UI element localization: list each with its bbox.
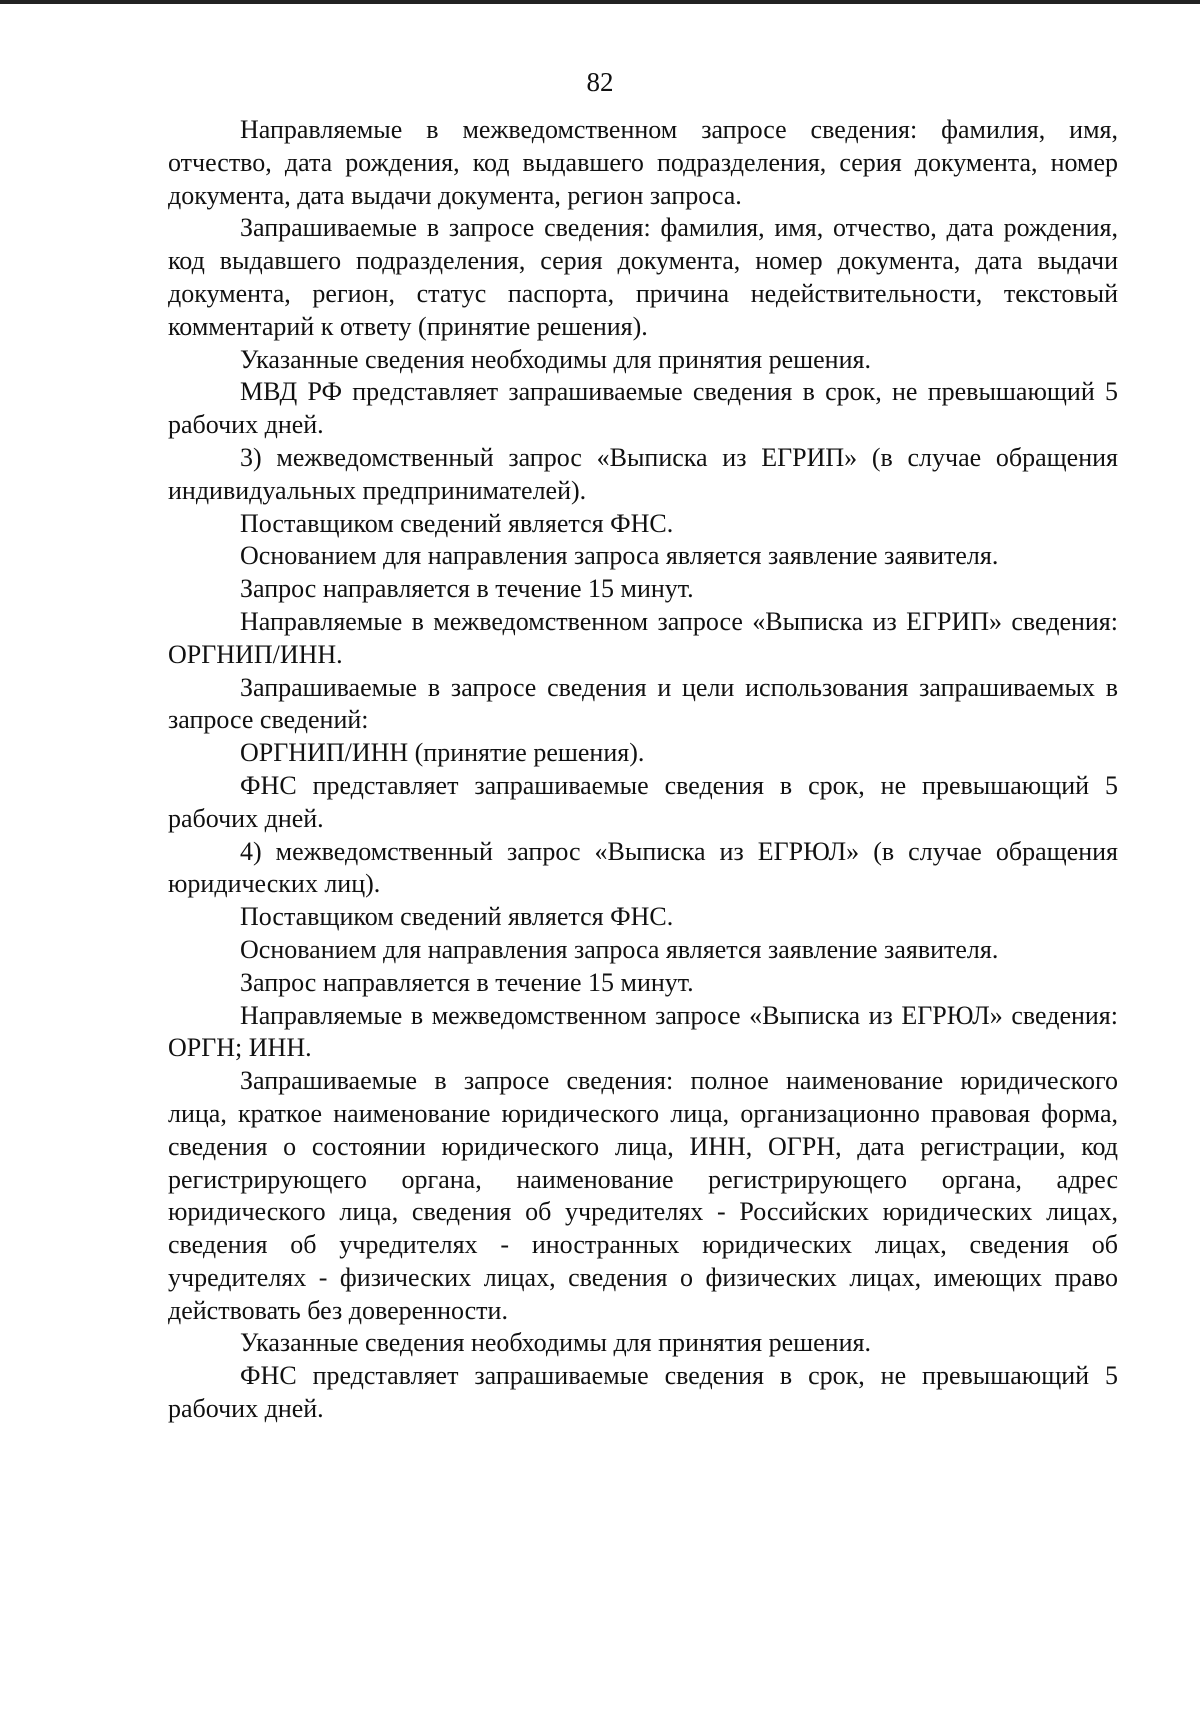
page-number: 82 <box>586 67 614 97</box>
paragraph-egrip-supplier: Поставщиком сведений является ФНС. <box>240 508 674 538</box>
paragraph-queried-data-mvd: Запрашиваемые в запросе сведения: фамилия, имя, отчество, дата рождения, код выдавшего подразделения, серия документа, номер документа, дата выдачи документа, регион, статус паспорта, причина недействительности, текстовый комментарий к ответу (принятие решения). <box>168 213 1118 341</box>
paragraph-data-required-2: Указанные сведения необходимы для принятия решения. <box>240 1328 871 1358</box>
document-body <box>168 114 1118 1426</box>
scan-top-border <box>0 0 1200 4</box>
paragraph-mvd-deadline: МВД РФ представляет запрашиваемые сведения в срок, не превышающий 5 рабочих дней. <box>168 377 1118 440</box>
paragraph-egrul-request: 4) межведомственный запрос «Выписка из ЕГРЮЛ» (в случае обращения юридических лиц). <box>168 836 1118 899</box>
paragraph-egrip-request: 3) межведомственный запрос «Выписка из ЕГРИП» (в случае обращения индивидуальных предпринимателей). <box>168 442 1118 505</box>
paragraph-egrul-sent-data: Направляемые в межведомственном запросе «Выписка из ЕГРЮЛ» сведения: ОРГН; ИНН. <box>168 1000 1118 1063</box>
paragraph-egrip-ogrnip: ОРГНИП/ИНН (принятие решения). <box>240 738 645 768</box>
paragraph-egrip-deadline: ФНС представляет запрашиваемые сведения в срок, не превышающий 5 рабочих дней. <box>168 770 1118 833</box>
paragraph-egrip-queried-data: Запрашиваемые в запросе сведения и цели использования запрашиваемых в запросе сведений: <box>168 672 1118 735</box>
paragraph-egrip-sent-data: Направляемые в межведомственном запросе «Выписка из ЕГРИП» сведения: ОРГНИП/ИНН. <box>168 606 1118 669</box>
paragraph-egrip-timing: Запрос направляется в течение 15 минут. <box>240 574 694 604</box>
paragraph-egrul-supplier: Поставщиком сведений является ФНС. <box>240 902 674 932</box>
paragraph-egrul-timing: Запрос направляется в течение 15 минут. <box>240 967 694 997</box>
paragraph-egrul-basis: Основанием для направления запроса является заявление заявителя. <box>240 934 999 964</box>
paragraph-egrip-basis: Основанием для направления запроса является заявление заявителя. <box>240 541 999 571</box>
paragraph-egrul-queried-data: Запрашиваемые в запросе сведения: полное наименование юридического лица, краткое наименование юридического лица, организационно правовая форма, сведения о состоянии юридического лица, ИНН, ОГРН, дата регистрации, код регистрирующего органа, наименование регистрирующего органа, адрес юридического лица, сведения об учредителях - Российских юридических лицах, сведения об учредителях - иностранных юридических лицах, сведения об учредителях - физических лицах, сведения о физических лицах, имеющих право действовать без доверенности. <box>168 1066 1118 1325</box>
paragraph-egrul-deadline: ФНС представляет запрашиваемые сведения в срок, не превышающий 5 рабочих дней. <box>168 1361 1118 1424</box>
paragraph-data-required: Указанные сведения необходимы для принятия решения. <box>240 344 871 374</box>
paragraph-requested-data-mvd: Направляемые в межведомственном запросе сведения: фамилия, имя, отчество, дата рождения, код выдавшего подразделения, серия документа, номер документа, дата выдачи документа, регион запроса. <box>168 115 1118 210</box>
